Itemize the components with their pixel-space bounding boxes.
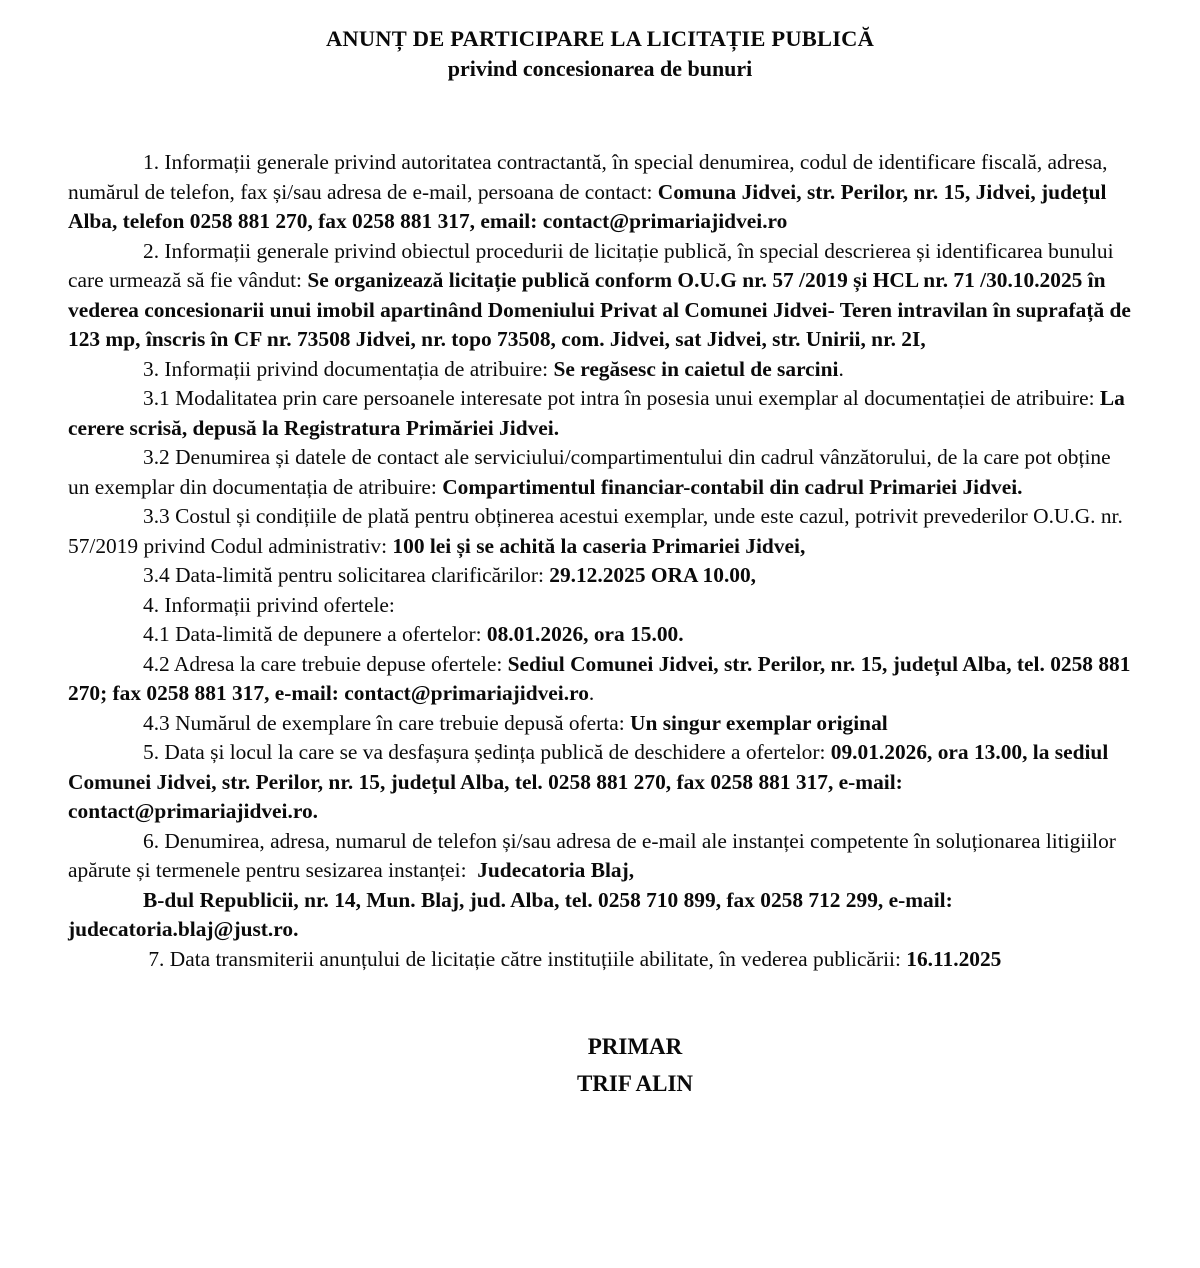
paragraph-run: 4.3 Numărul de exemplare în care trebuie depusă oferta: <box>143 710 631 735</box>
paragraph-run: 1. Informații generale privind autoritatea contractantă, în special denumirea, codul de identificare fiscală, adresa, numărul de telefon, fax și/sau adresa de e-mail, persoana de contact: <box>68 150 1113 204</box>
paragraph-run: . <box>588 681 595 705</box>
signature-name: TRIF ALIN <box>576 1071 694 1096</box>
paragraph-9 <box>68 620 1132 650</box>
paragraph-15 <box>68 945 1132 975</box>
paragraph-run: 3.4 Data-limită pentru solicitarea clarificărilor: <box>143 563 550 587</box>
paragraph-run: 7. Data transmiterii anunțului de licitație către instituțiile abilitate, în vederea publicării: <box>143 946 907 971</box>
paragraph-run: 4.1 Data-limită de depunere a ofertelor: <box>143 622 487 646</box>
paragraph-run: 2. Informații generale privind obiectul procedurii de licitație publică, în special descrierea și identificarea bunului care urmează să fie vândut: <box>68 238 1119 292</box>
paragraph-run: 3.1 Modalitatea prin care persoanele interesate pot intra în posesia unui exemplar al documentației de atribuire: <box>143 386 1100 410</box>
paragraph-run-bold: Se organizează licitație publică conform O.U.G nr. 57 /2019 și HCL nr. 71 /30.10.2025 în vederea concesionarii unui imobil apartinând Domeniului Privat al Comunei Jidvei- Teren intravilan în suprafață de 123 mp, înscris în CF nr. 73508 Jidvei, nr. topo 73508, com. Jidvei, sat Jidvei, str. Unirii, nr. 2I, <box>68 268 1137 351</box>
paragraph-run: 4. Informații privind ofertele: <box>143 592 395 617</box>
paragraph-run-bold: Judecatoria Blaj, <box>477 858 635 882</box>
paragraph-3 <box>68 355 1132 385</box>
paragraph-6 <box>68 502 1132 561</box>
paragraph-run: . <box>838 356 844 381</box>
paragraph-4 <box>68 384 1132 443</box>
paragraph-7 <box>68 561 1132 591</box>
paragraph-5 <box>68 443 1132 502</box>
signature-role: PRIMAR <box>587 1034 683 1059</box>
paragraph-2 <box>68 237 1137 355</box>
signature-block <box>103 1028 1167 1102</box>
paragraph-run-bold: 16.11.2025 <box>906 946 1002 971</box>
paragraph-run-bold: Un singur exemplar original <box>630 710 888 735</box>
document-subtitle: privind concesionarea de bunuri <box>447 56 753 81</box>
paragraph-run-bold: Sediul Comunei Jidvei, str. Perilor, nr. 15, județul Alba, tel. 0258 881 270; fax 0258 881 317, e-mail: contact@primariajidvei.ro <box>68 651 1136 705</box>
paragraph-14 <box>68 886 1132 945</box>
paragraph-run-bold: 08.01.2026, ora 15.00. <box>486 622 684 646</box>
paragraph-run-bold: Comuna Jidvei, str. Perilor, nr. 15, Jidvei, județul Alba, telefon 0258 881 270, fax 0258 881 317, email: contact@primariajidvei.ro <box>68 179 1111 233</box>
paragraph-run-bold: B-dul Republicii, nr. 14, Mun. Blaj, jud. Alba, tel. 0258 710 899, fax 0258 712 299, e-mail: judecatoria.blaj@just.ro. <box>68 887 959 941</box>
paragraph-run-bold: 29.12.2025 ORA 10.00, <box>549 563 757 587</box>
paragraph-run-bold: Se regăsesc in caietul de sarcini <box>553 356 839 381</box>
paragraph-run: 3.2 Denumirea și datele de contact ale serviciului/compartimentului din cadrul vânzătorului, de la care pot obține un exemplar din documentația de atribuire: <box>68 445 1116 499</box>
paragraph-run-bold: 100 lei și se achită la caseria Primariei Jidvei, <box>392 533 806 558</box>
paragraph-13 <box>68 827 1132 886</box>
paragraph-1 <box>68 148 1132 237</box>
document-header <box>68 24 1132 84</box>
paragraph-8 <box>68 591 1132 621</box>
paragraph-run: 4.2 Adresa la care trebuie depuse ofertele: <box>143 651 508 676</box>
paragraph-run: 5. Data și locul la care se va desfașura ședința publică de deschidere a ofertelor: <box>143 740 831 764</box>
paragraph-run-bold: Compartimentul financiar-contabil din cadrul Primariei Jidvei. <box>442 474 1023 499</box>
paragraph-11 <box>68 709 1132 739</box>
document-body <box>68 148 1137 974</box>
paragraph-run: 3.3 Costul și condițiile de plată pentru obținerea acestui exemplar, unde este cazul, potrivit prevederilor O.U.G. nr. 57/2019 privind Codul administrativ: <box>68 504 1129 558</box>
paragraph-10 <box>68 650 1136 709</box>
paragraph-12 <box>68 738 1132 827</box>
paragraph-run-bold: 09.01.2026, ora 13.00, la sediul Comunei Jidvei, str. Perilor, nr. 15, județul Alba, tel. 0258 881 270, fax 0258 881 317, e-mail: contact@primariajidvei.ro. <box>68 740 1114 823</box>
document-title: ANUNȚ DE PARTICIPARE LA LICITAȚIE PUBLICĂ <box>325 26 875 51</box>
paragraph-run: 6. Denumirea, adresa, numarul de telefon și/sau adresa de e-mail ale instanței competente în soluționarea litigiilor apărute și termenele pentru sesizarea instanței: <box>68 828 1122 882</box>
paragraph-run-bold: La cerere scrisă, depusă la Registratura Primăriei Jidvei. <box>68 386 1131 440</box>
paragraph-run: 3. Informații privind documentația de atribuire: <box>143 356 554 381</box>
